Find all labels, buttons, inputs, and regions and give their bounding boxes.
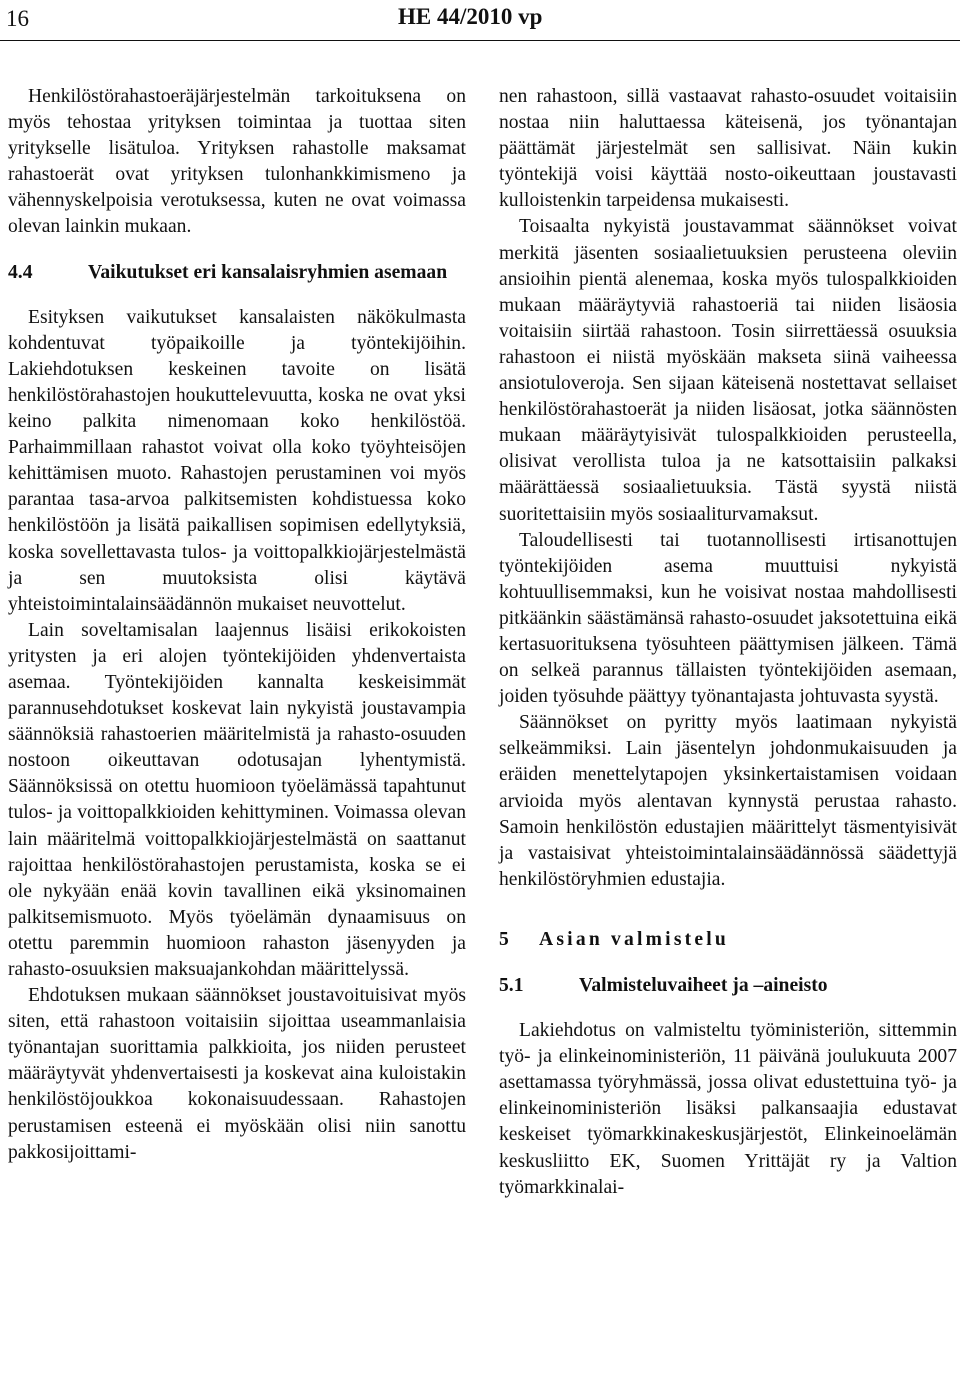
right-paragraph-4: Säännökset on pyritty myös laatimaan nykyistä selkeämmiksi. Lain jäsentelyn johdonmukaisuuden ja eräiden menettelytapojen yksinkertaistamisen voidaan arvioida myös alentavan kynnystä perustaa rahasto. Samoin henkilöstön edustajien määrittelyt täsmentyisivät ja vastaisivat yhteistoimintalainsäädännössä säädettyjä henkilöstöryhmien edustajia. <box>499 712 957 890</box>
left-column <box>8 84 466 1166</box>
left-paragraph-4: Ehdotuksen mukaan säännökset joustavoituisivat myös siten, että rahastoon voitaisiin sijoittaa useammanlaisia työnantajan suorittamia palkkioita, jos niiden perusteet määräytyvät yhdenvertaisesti ja koskevat aina kuloistakin henkilöstöjoukkoa kokonaisuudessaan. Rahastojen perustamisen esteenä ei myöskään olisi niin sanottu pakkosijoittami- <box>8 985 466 1163</box>
section-title: Vaikutukset eri kansalaisryhmien asemaan <box>88 261 448 283</box>
document-id: HE 44/2010 vp <box>398 4 543 29</box>
chapter-number: 5 <box>499 928 509 950</box>
left-paragraph-2: Esityksen vaikutukset kansalaisten näkökulmasta kohdentuvat työpaikoille ja työntekijöihin. Lakiehdotuksen keskeinen tavoite on lisätä henkilöstörahastojen houkuttelevuutta, koska ne ovat yksi keino palkita nimenomaan koko henkilöstöä. Parhaimmillaan rahastot voivat olla koko työyhteisöjen kehittämisen muoto. Rahastojen perustaminen voi myös parantaa tasa-arvoa palkitsemisten kohdistuessa koko henkilöstöön ja lisätä paikallisen sopimisen edellytyksiä, koska sovellettavasta tulos- ja voittopalkkiojärjestelmästä ja sen muutoksista olisi käytävä yhteistoimintalainsäädännön mukaiset neuvottelut. <box>8 306 466 615</box>
right-paragraph-5: Lakiehdotus on valmisteltu työministeriön, sittemmin työ- ja elinkeinoministeriön, 11 päivänä joulukuuta 2007 asettamassa työryhmässä, jossa olivat edustettuina työ- ja elinkeinoministeriön lisäksi palkansaajia edustavat keskeiset työmarkkinakeskusjärjestöt, Elinkeinoelämän keskusliitto EK, Suomen Yrittäjät ry ja Valtion työmarkkinalai- <box>499 1020 957 1198</box>
left-paragraph-1: Henkilöstörahastoeräjärjestelmän tarkoituksena on myös tehostaa yrityksen toimintaa ja tuottaa siten yritykselle lisätuloa. Yrityksen rahastolle maksamat rahastoerät ovat yrityksen tulonhankkimismeno ja vähennyskelpoisia verotuksessa, kuten ne ovat voimassa olevan lainkin mukaan. <box>8 86 466 238</box>
section-number: 5.1 <box>499 975 524 996</box>
section-number: 4.4 <box>8 261 33 283</box>
section-title: Valmisteluvaiheet ja –aineisto <box>579 975 828 996</box>
right-column <box>499 84 957 1201</box>
page-header <box>0 0 960 42</box>
right-paragraph-1: nen rahastoon, sillä vastaavat rahasto-osuudet voitaisiin nostaa niin haluttaessa käteisenä, jos työnantajan päättämät järjestelmät sen sallisivat. Näin kukin työntekijä voisi käyttää nosto-oikeuttaan joustavasti kulloistenkin tarpeidensa mukaisesti. <box>499 86 957 212</box>
section-heading-5-1 <box>499 973 957 999</box>
chapter-heading-5 <box>499 927 957 953</box>
left-paragraph-3: Lain soveltamisalan laajennus lisäisi erikokoisten yritysten ja eri alojen työntekijöiden yhdenvertaista asemaa. Työntekijöiden kannalta keskeisimmät parannusehdotukset koskevat lain nykyistä joustavampia säännöksiä rahastoerien määritelmistä ja rahasto-osuuden nostoon oikeuttavan odotusajan lyhentymistä. Säännöksissä on otettu huomioon työelämässä tapahtunut tulos- ja voittopalkkioiden kehittyminen. Voimassa olevan lain määritelmä voittopalkkiojärjestelmästä on saattanut rajoittaa henkilöstörahastojen perustamista, koska se ei ole nykyään enää kovin tavallinen eikä yksinomainen palkitsemismuoto. Myös työelämän dynaamisuus on otettu paremmin huomioon rahaston jäsenyyden ja rahasto-osuuksien maksuajankohdan määrittelyssä. <box>8 619 466 980</box>
header-rule <box>0 40 960 41</box>
chapter-title: Asian valmistelu <box>539 928 730 950</box>
page-number: 16 <box>6 6 29 31</box>
section-heading-4-4 <box>8 260 466 286</box>
right-paragraph-3: Taloudellisesti tai tuotannollisesti irtisanottujen työntekijöiden asema muuttuisi nykyistä kohtuullisemmaksi, kun he voisivat nostaa mahdollisesti pitkäänkin säästämänsä rahasto-osuudet jaksotettuina eikä kertasuorituksena työsuhteen päättymisen jälkeen. Tämä on selkeä parannus tällaisten työntekijöiden asemaan, joiden työsuhde päättyy työnantajasta johtuvasta syystä. <box>499 529 957 708</box>
right-paragraph-2: Toisaalta nykyistä joustavammat säännökset voivat merkitä jäsenten sosiaalietuuksien perusteena oleviin ansioihin pientä alenemaa, koska myös tulospalkkioiden mukaan määräytyviä rahastoeriä tai niiden lisäosia voitaisiin siirtää rahastoon. Tosin siirrettäessä osuuksia rahastoon ei niistä myöskään makseta siinä vaiheessa ansiotuloveroja. Sen sijaan käteisenä nostettavat sellaiset henkilöstörahastoerät ja niiden lisäosat, jotka säännösten mukaan määräytyisivät tulospalkkioiden perusteella, olisivat verollista tuloa ja ne katsottaisiin palkaksi määrättäessä sosiaalietuuksia. Tästä syystä niistä suoritettaisiin myös sosiaaliturvamaksut. <box>499 216 957 525</box>
